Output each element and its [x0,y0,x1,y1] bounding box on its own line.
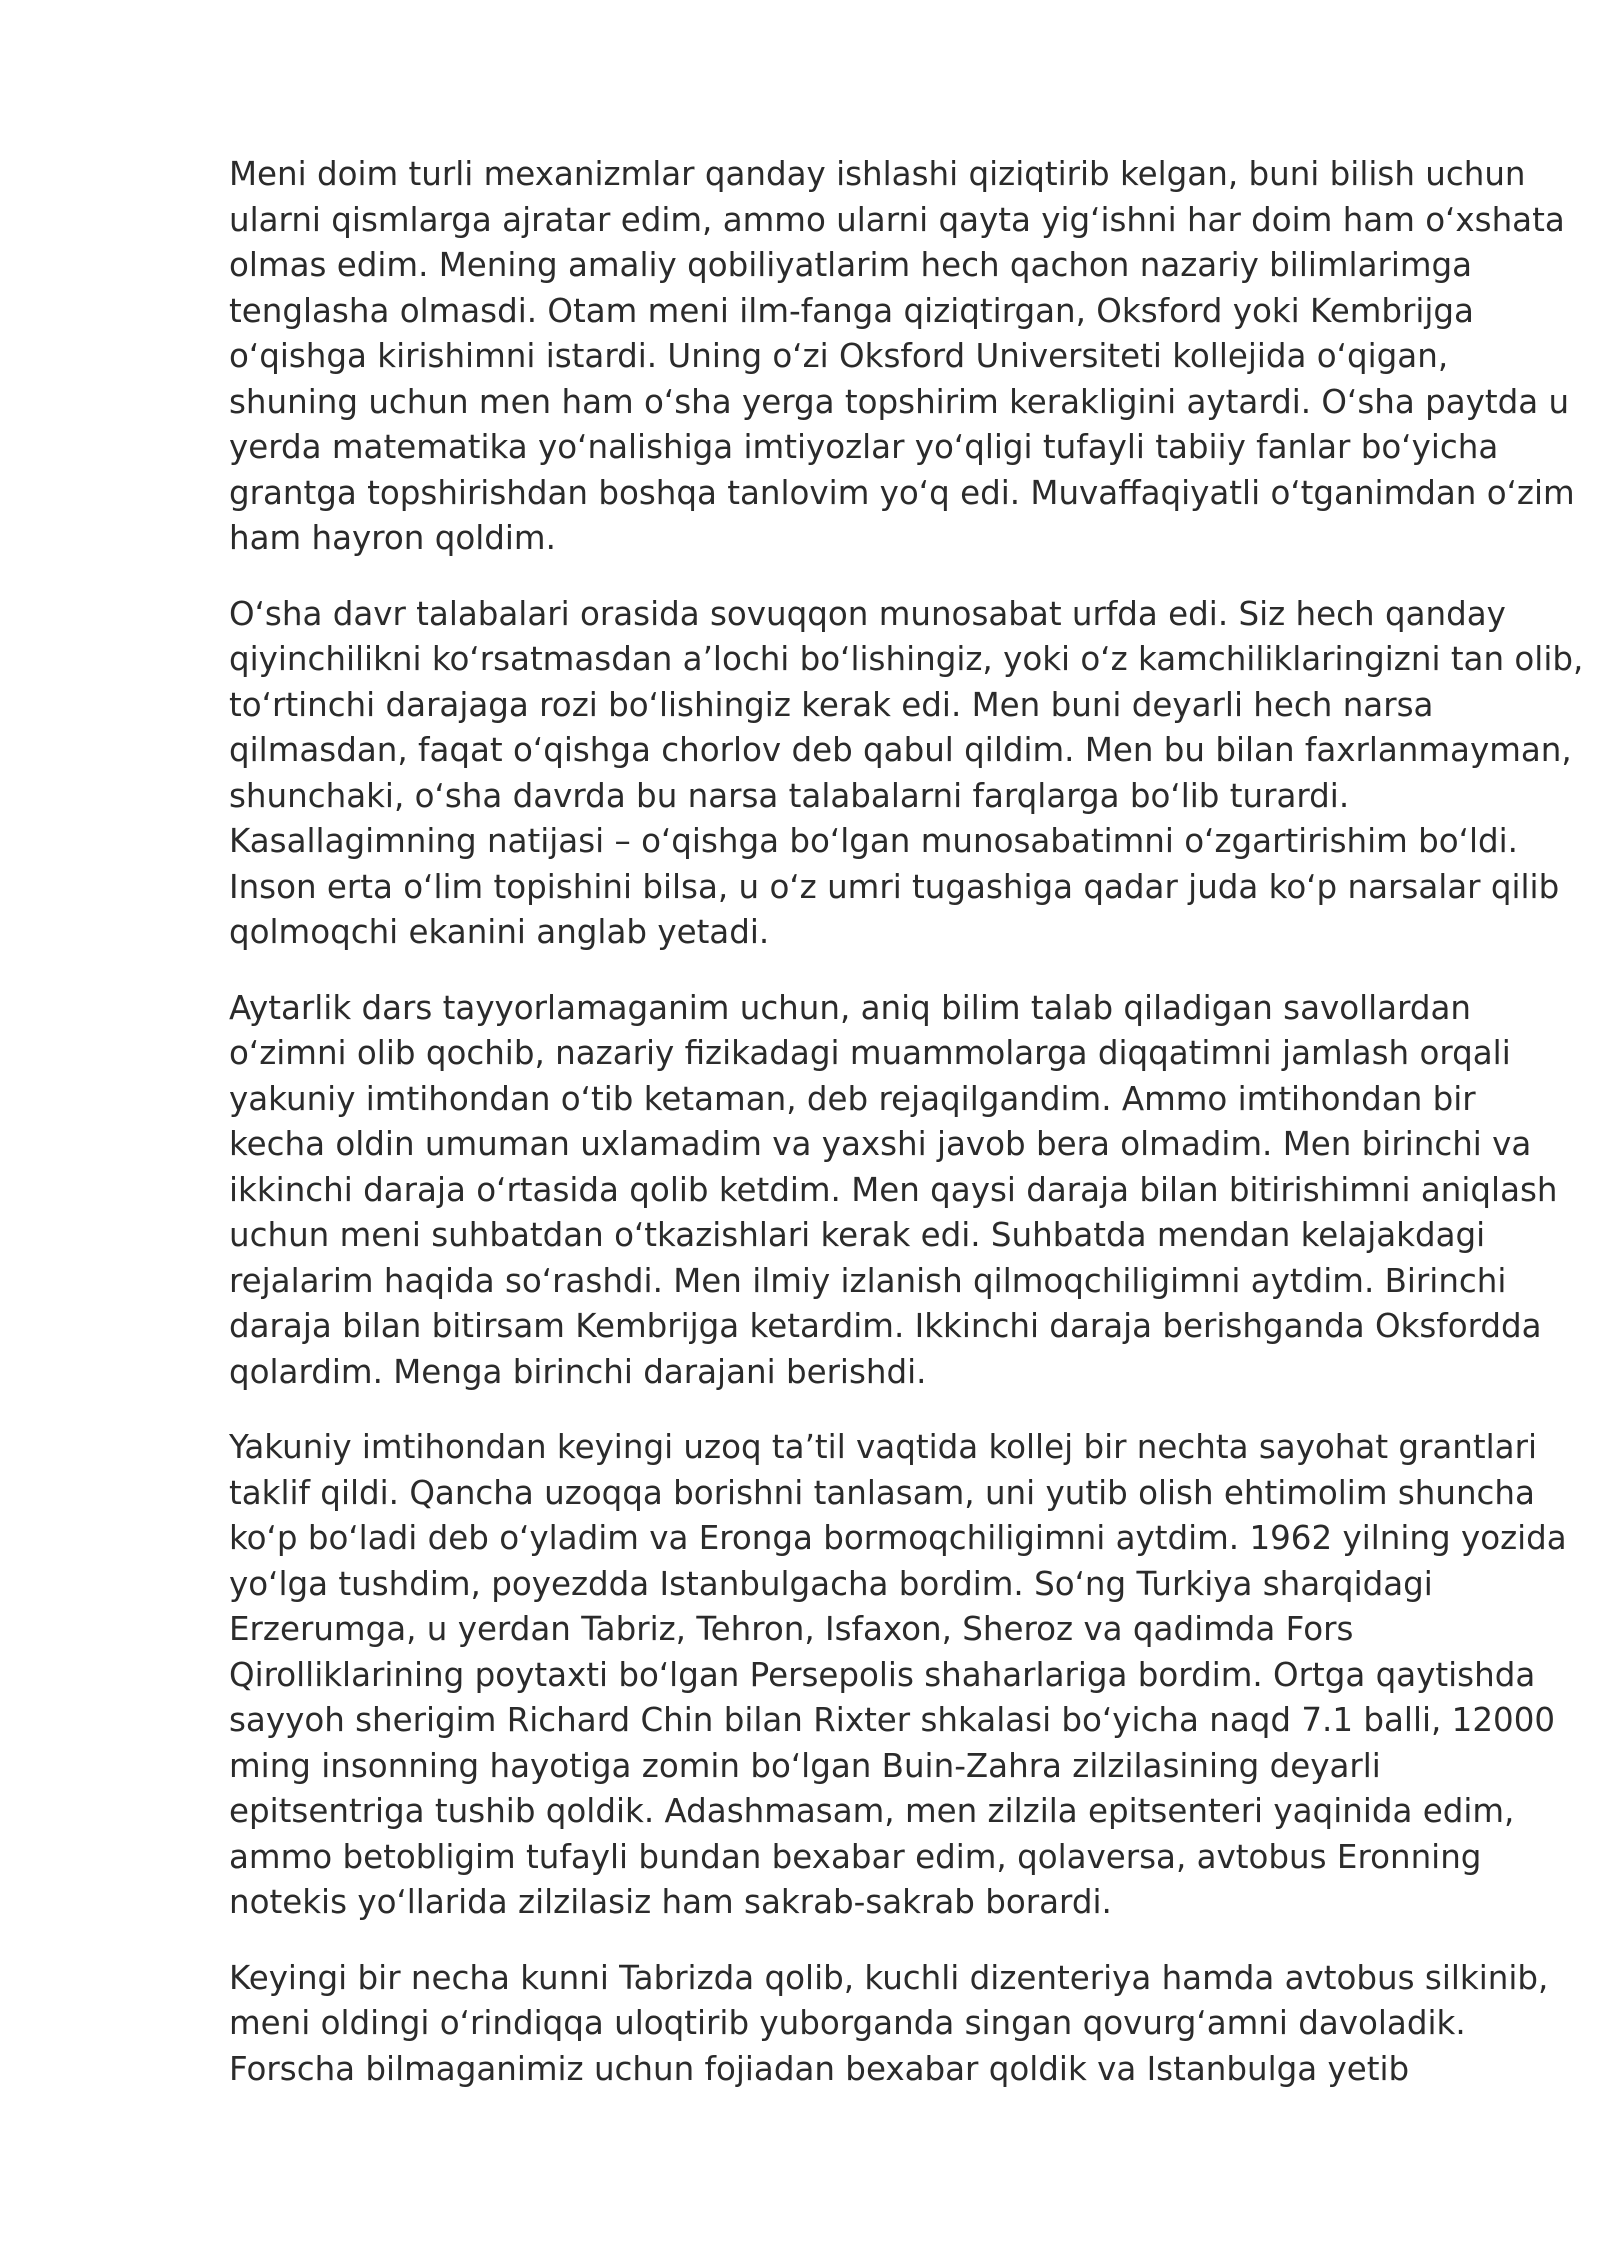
text-line: sayyoh sherigim Richard Chin bilan Rixter shkalasi bo‘yicha naqd 7.1 balli, 12000 [229,1701,1556,1739]
text-line: Kasallagimning natijasi – o‘qishga bo‘lgan munosabatimni o‘zgartirishim bo‘ldi. [229,822,1519,860]
text-line: taklif qildi. Qancha uzoqqa borishni tanlasam, uni yutib olish ehtimolim shuncha [229,1473,1535,1512]
text-line: meni oldingi o‘rindiqqa uloqtirib yuborganda singan qovurg‘amni davoladik. [229,2004,1466,2042]
text-line: o‘zimni olib qochib, nazariy fizikadagi muammolarga diqqatimni jamlash orqali [229,1034,1511,1072]
text-line: ming insonning hayotiga zomin bo‘lgan Buin-Zahra zilzilasining deyarli [229,1746,1381,1785]
paragraph [229,986,1558,1396]
text-line: O‘sha davr talabalari orasida sovuqqon munosabat urfda edi. Siz hech qanday [229,594,1506,633]
text-line: yakuniy imtihondan o‘tib ketaman, deb rejaqilgandim. Ammo imtihondan bir [229,1079,1476,1118]
text-line: yo‘lga tushdim, poyezdda Istanbulgacha bordim. So‘ng Turkiya sharqidagi [229,1564,1433,1603]
text-line: yerda matematika yo‘nalishiga imtiyozlar yo‘qligi tufayli tabiiy fanlar bo‘yicha [229,428,1499,466]
text-line: epitsentriga tushib qoldik. Adashmasam, men zilzila epitsenteri yaqinida edim, [229,1792,1515,1830]
text-line: Qirolliklarining poytaxti bo‘lgan Persepolis shaharlariga bordim. Ortga qaytishda [229,1655,1536,1694]
text-line: ham hayron qoldim. [229,519,556,557]
text-line: rejalarim haqida so‘rashdi. Men ilmiy izlanish qilmoqchiligimni aytdim. Birinchi [229,1261,1507,1300]
text-line: Erzerumga, u yerdan Tabriz, Tehron, Isfaxon, Sheroz va qadimda Fors [229,1610,1354,1648]
text-line: Aytarlik dars tayyorlamaganim uchun, aniq bilim talab qiladigan savollardan [229,988,1472,1027]
text-line: o‘qishga kirishimni istardi. Uning o‘zi Oksford Universiteti kollejida o‘qigan, [229,337,1449,375]
text-line: ularni qismlarga ajratar edim, ammo ularni qayta yig‘ishni har doim ham o‘xshata [229,200,1565,239]
text-line: to‘rtinchi darajaga rozi bo‘lishingiz kerak edi. Men buni deyarli hech narsa [229,685,1434,724]
text-line: shuning uchun men ham o‘sha yerga topshirim kerakligini aytardi. O‘sha paytda u [229,382,1570,421]
text-line: notekis yo‘llarida zilzilasiz ham sakrab-sakrab borardi. [229,1883,1112,1921]
text-line: Meni doim turli mexanizmlar qanday ishlashi qiziqtirib kelgan, buni bilish uchun [229,155,1526,193]
text-line: uchun meni suhbatdan o‘tkazishlari kerak edi. Suhbatda mendan kelajakdagi [229,1216,1486,1254]
text-line: ikkinchi daraja o‘rtasida qolib ketdim. Men qaysi daraja bilan bitirishimni aniqlash [229,1170,1558,1209]
text-line: olmas edim. Mening amaliy qobiliyatlarim hech qachon nazariy bilimlarimga [229,246,1473,284]
text-line: tenglasha olmasdi. Otam meni ilm-fanga qiziqtirgan, Oksford yoki Kembrijga [229,291,1474,330]
paragraph [229,592,1584,956]
paragraph [229,1425,1567,1926]
text-line: Forscha bilmaganimiz uchun fojiadan bexabar qoldik va Istanbulga yetib [229,2049,1410,2088]
text-line: qolmoqchi ekanini anglab yetadi. [229,913,770,951]
text-line: qilmasdan, faqat o‘qishga chorlov deb qabul qildim. Men bu bilan faxrlanmayman, [229,731,1572,769]
document-page [229,152,1584,2122]
text-line: Yakuniy imtihondan keyingi uzoq ta’til vaqtida kollej bir nechta sayohat grantlari [229,1428,1537,1466]
text-line: qiyinchilikni ko‘rsatmasdan a’lochi bo‘lishingiz, yoki o‘z kamchiliklaringizni tan olib, [229,640,1584,678]
text-line: ammo betobligim tufayli bundan bexabar edim, qolaversa, avtobus Eronning [229,1837,1482,1876]
paragraph [229,1956,1549,2093]
text-line: shunchaki, o‘sha davrda bu narsa talabalarni farqlarga bo‘lib turardi. [229,776,1350,815]
text-line: kecha oldin umuman uxlamadim va yaxshi javob bera olmadim. Men birinchi va [229,1125,1532,1163]
text-line: daraja bilan bitirsam Kembrijga ketardim. Ikkinchi daraja berishganda Oksfordda [229,1307,1542,1345]
text-line: Keyingi bir necha kunni Tabrizda qolib, kuchli dizenteriya hamda avtobus silkinib, [229,1958,1549,1997]
text-line: Inson erta o‘lim topishini bilsa, u o‘z umri tugashiga qadar juda ko‘p narsalar qilib [229,867,1560,906]
text-line: grantga topshirishdan boshqa tanlovim yo‘q edi. Muvaffaqiyatli o‘tganimdan o‘zim [229,473,1575,512]
paragraph [229,152,1575,562]
text-line: ko‘p bo‘ladi deb o‘yladim va Eronga bormoqchiligimni aytdim. 1962 yilning yozida [229,1519,1567,1557]
text-line: qolardim. Menga birinchi darajani berishdi. [229,1352,927,1391]
